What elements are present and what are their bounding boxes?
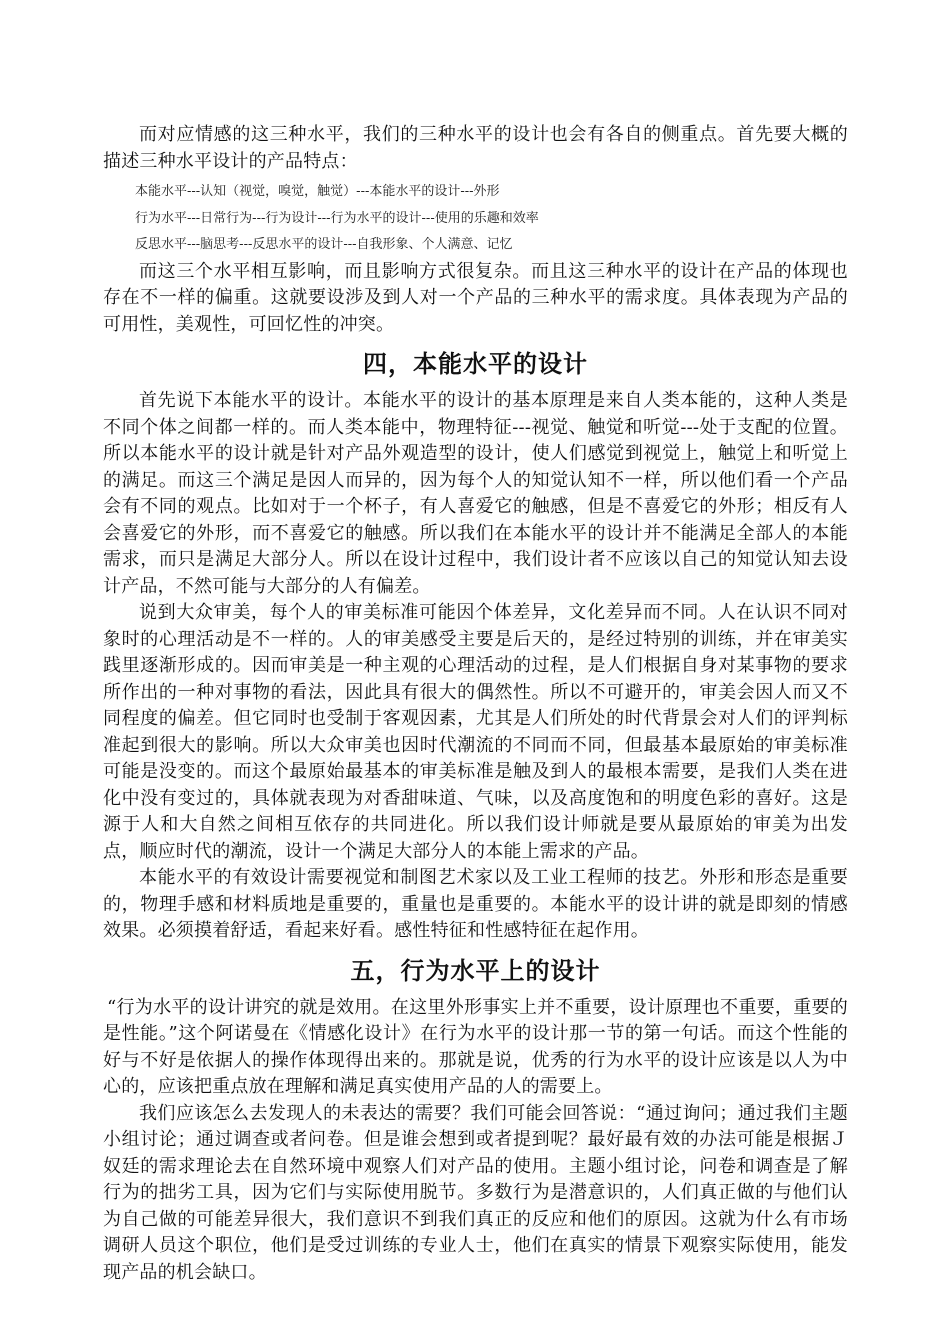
section-5-paragraph-2: 我们应该怎么去发现人的未表达的需要？我们可能会回答说：“通过询问；通过我们主题小组讨论；通过调查或者问卷。但是谁会想到或者提到呢？最好最有效的办法可能是根据Ｊ奴廷的需求理论去在自然环境中观察人们对产品的使用。主题小组讨论，问卷和调查是了解行为的拙劣工具，因为它们与实际使用脱节。多数行为是潜意识的，人们真正做的与他们认为自己做的可能差异很大，我们意识不到我们真正的反应和他们的原因。这就为什么有市场调研人员这个职位，他们是受过训练的专业人士，他们在真实的情景下观察实际使用，能发现产品的机会缺口。 — [103, 1102, 848, 1283]
intro-paragraph-1: 而对应情感的这三种水平，我们的三种水平的设计也会有各自的侧重点。首先要大概的描述三种水平设计的产品特点： — [103, 124, 848, 172]
level-item-reflective: 反思水平---脑思考---反思水平的设计---自我形象、个人满意、记忆 — [135, 237, 513, 252]
design-levels-list — [103, 179, 848, 259]
section-4-paragraph-2: 说到大众审美，每个人的审美标准可能因个体差异，文化差异而不同。人在认识不同对象时的心理活动是不一样的。人的审美感受主要是后天的，是经过特别的训练，并在审美实践里逐渐形成的。因而审美是一种主观的心理活动的过程，是人们根据自身对某事物的要求所作出的一种对事物的看法，因此具有很大的偶然性。所以不可避开的，审美会因人而又不同程度的偏差。但它同时也受制于客观因素，尤其是人们所处的时代背景会对人们的评判标准起到很大的影响。所以大众审美也因时代潮流的不同而不同，但最基本最原始的审美标准可能是没变的。而这个最原始最基本的审美标准是触及到人的最根本需要，是我们人类在进化中没有变过的，具体就表现为对香甜味道、气味，以及高度饱和的明度色彩的喜好。这是源于人和大自然之间相互依存的共同进化。所以我们设计师就是要从最原始的审美为出发点，顺应时代的潮流，设计一个满足大部分人的本能上需求的产品。 — [103, 602, 848, 862]
level-item-visceral: 本能水平---认知（视觉，嗅觉，触觉）---本能水平的设计---外形 — [135, 184, 500, 199]
section-5-paragraph-1: “行为水平的设计讲究的就是效用。在这里外形事实上并不重要，设计原理也不重要，重要的是性能。”这个阿诺曼在《情感化设计》在行为水平的设计那一节的第一句话。而这个性能的好与不好是依据人的操作体现得出来的。那就是说，优秀的行为水平的设计应该是以人为中心的，应该把重点放在理解和满足真实使用产品的人的需要上。 — [103, 996, 848, 1097]
section-4-heading: 四，本能水平的设计 — [363, 350, 588, 378]
section-4-paragraph-1: 首先说下本能水平的设计。本能水平的设计的基本原理是来自人类本能的，这种人类是不同个体之间都一样的。而人类本能中，物理特征---视觉、触觉和听觉---处于支配的位置。所以本能水平的设计就是针对产品外观造型的设计，使人们感觉到视觉上，触觉上和听觉上的满足。而这三个满足是因人而异的，因为每个人的知觉认知不一样，所以他们看一个产品会有不同的观点。比如对于一个杯子，有人喜爱它的触感，但是不喜爱它的外形；相反有人会喜爱它的外形，而不喜爱它的触感。所以我们在本能水平的设计并不能满足全部人的本能需求，而只是满足大部分人。所以在设计过程中，我们设计者不应该以自己的知觉认知去设计产品，不然可能与大部分的人有偏差。 — [103, 390, 848, 597]
section-5-heading: 五，行为水平上的设计 — [350, 956, 601, 985]
section-4-paragraph-3: 本能水平的有效设计需要视觉和制图艺术家以及工业工程师的技艺。外形和形态是重要的，物理手感和材料质地是重要的，重量也是重要的。本能水平的设计讲的就是即刻的情感效果。必须摸着舒适，看起来好看。感性特征和性感特征在起作用。 — [103, 867, 848, 941]
level-item-behavioral: 行为水平---日常行为---行为设计---行为水平的设计---使用的乐趣和效率 — [135, 210, 539, 226]
document-page — [103, 122, 848, 1286]
intro-paragraph-2: 而这三个水平相互影响，而且影响方式很复杂。而且这三种水平的设计在产品的体现也存在不一样的偏重。这就要设涉及到人对一个产品的三种水平的需求度。具体表现为产品的可用性，美观性，可回忆性的冲突。 — [103, 260, 848, 335]
